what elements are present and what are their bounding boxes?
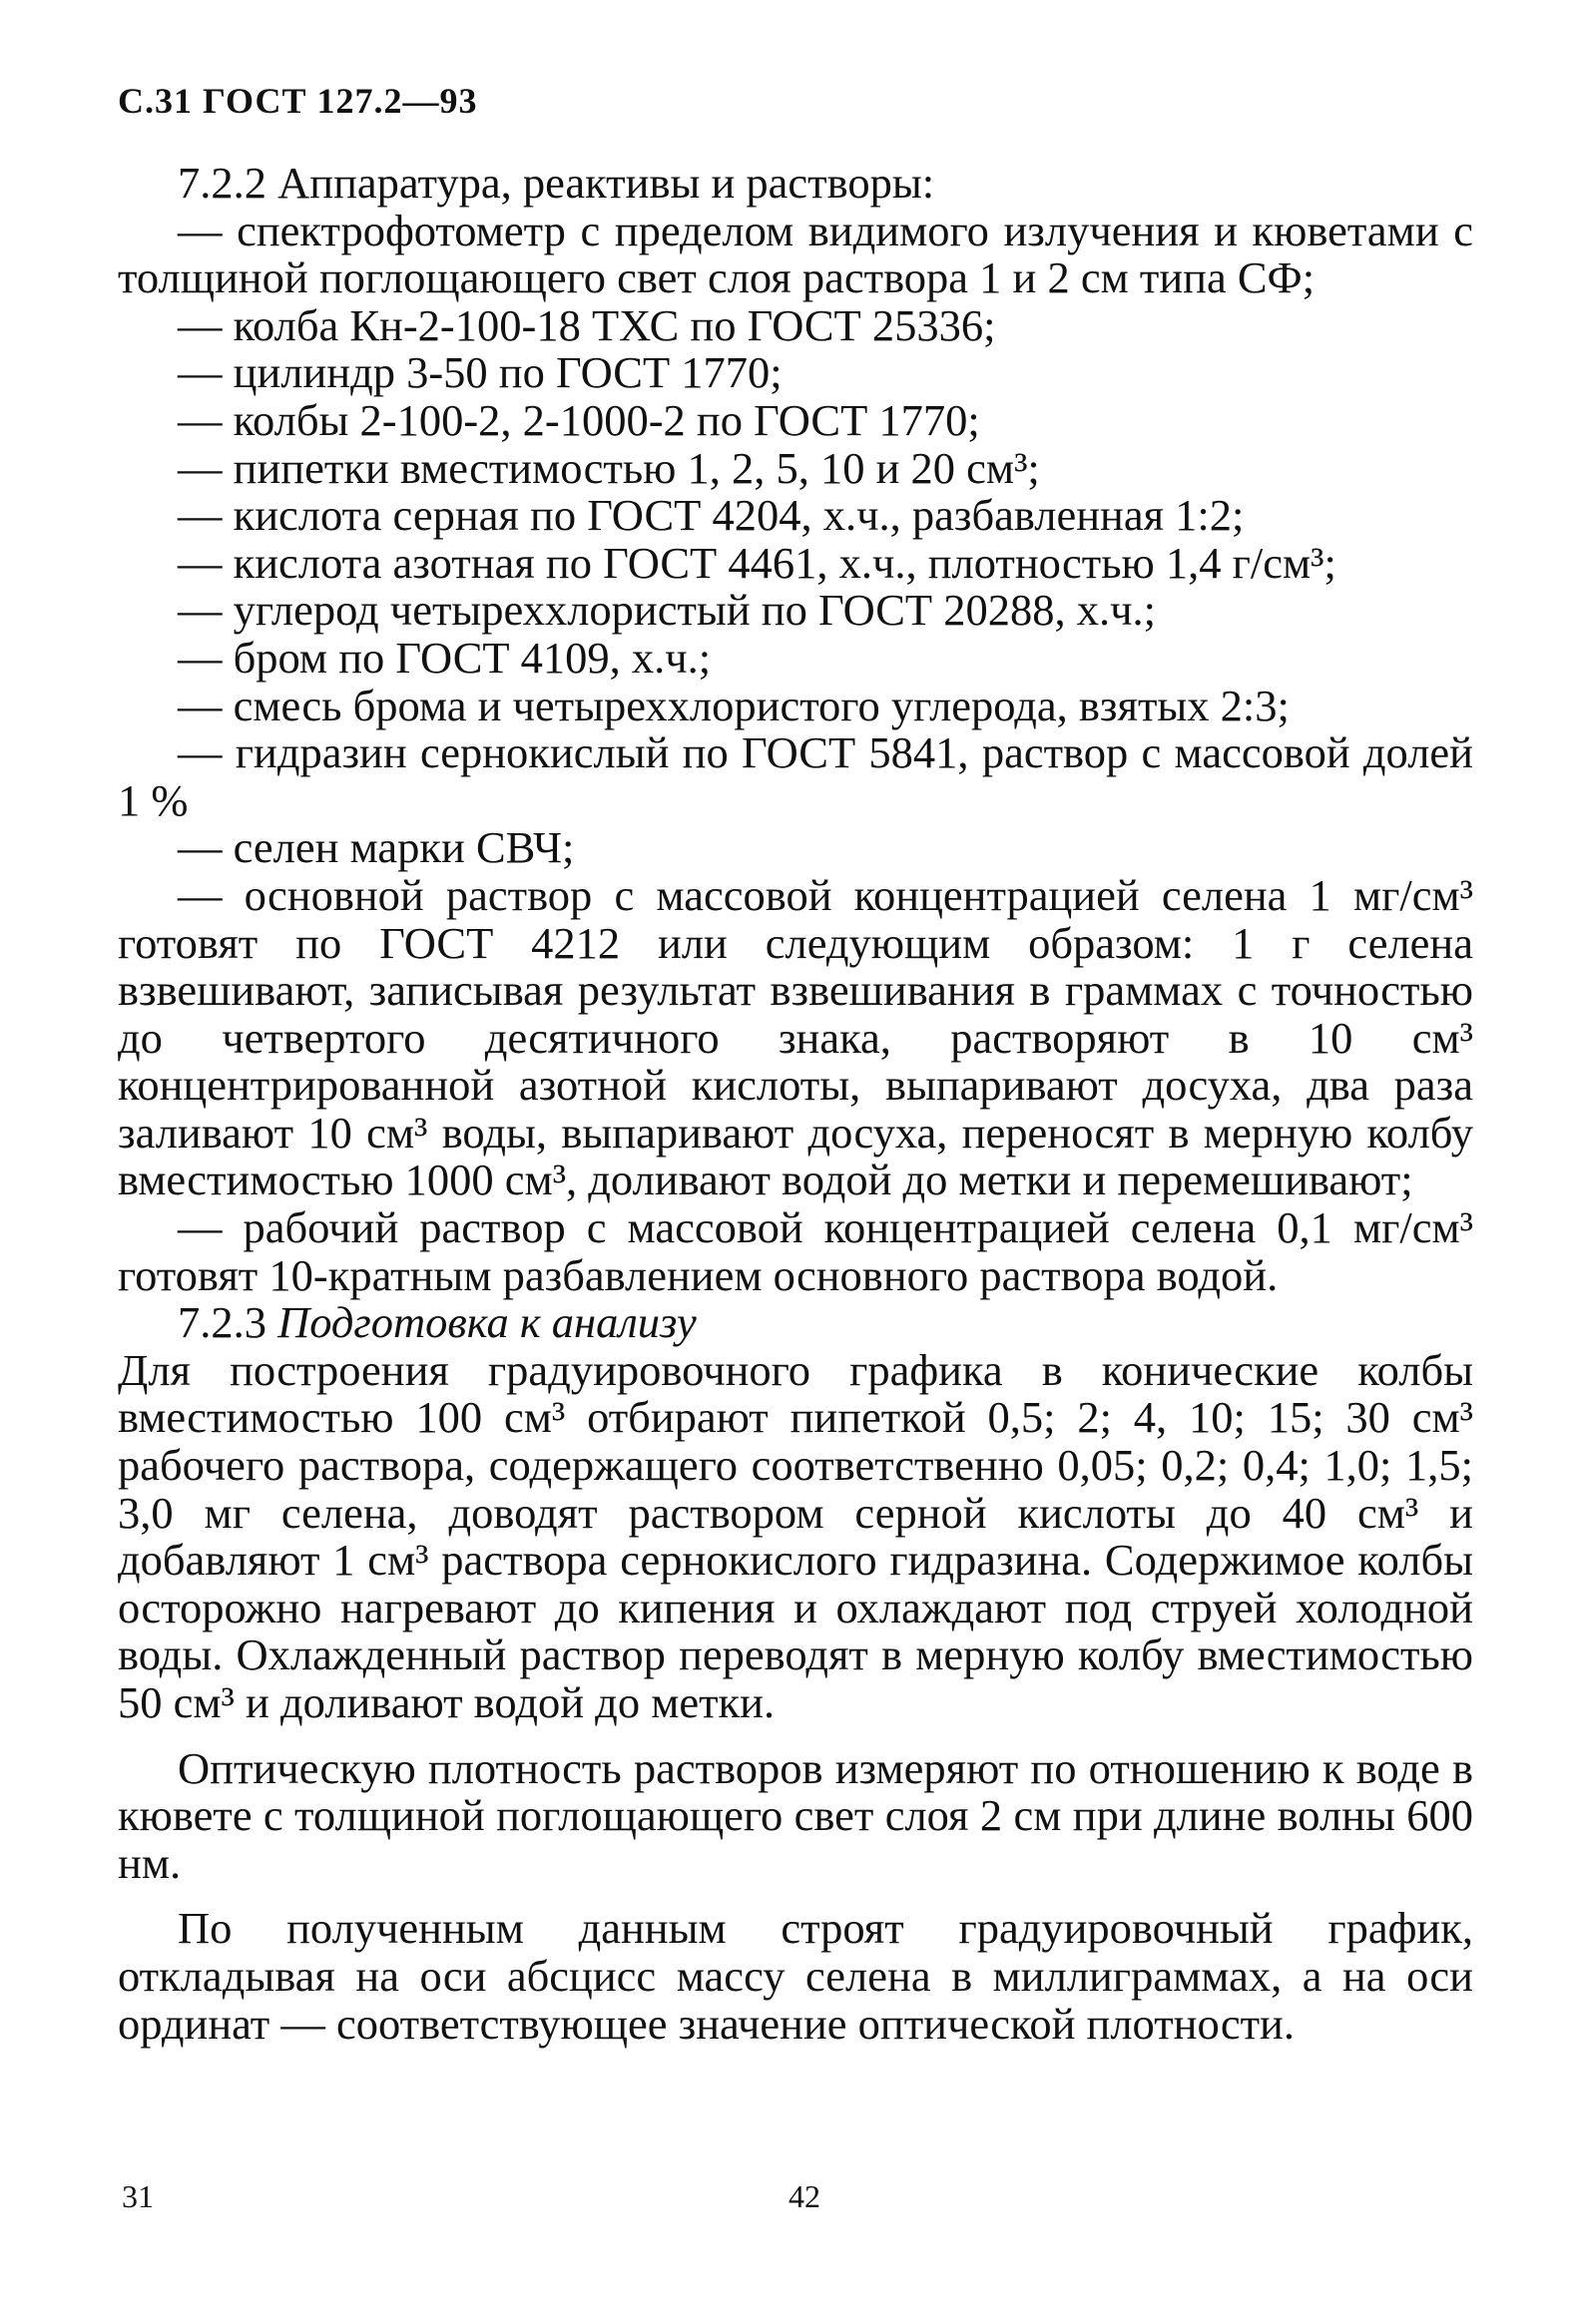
list-item: — кислота серная по ГОСТ 4204, х.ч., разбавленная 1:2;: [178, 490, 1245, 541]
list-item: — основной раствор с массовой концентрацией селена 1 мг/см³ готовят по ГОСТ 4212 или следующим образом: 1 г селена взвешивают, записывая результат взвешивания в граммах с точностью до четвертого десятичного знака, растворяют в 10 см³ концентрированной азотной кислоты, выпаривают досуха, два раза заливают 10 см³ воды, выпаривают досуха, переносят в мерную колбу вместимостью 1000 см³, доливают водой до метки и перемешивают;: [118, 869, 1473, 1205]
page-header: С.31 ГОСТ 127.2—93: [118, 81, 478, 121]
list-item: — колбы 2-100-2, 2-1000-2 по ГОСТ 1770;: [178, 394, 980, 445]
list-item: — пипетки вместимостью 1, 2, 5, 10 и 20 см³;: [178, 442, 1040, 493]
section-title: Подготовка к анализу: [277, 1297, 697, 1348]
list-item: — бром по ГОСТ 4109, х.ч.;: [178, 632, 712, 683]
list-item: — селен марки СВЧ;: [178, 822, 575, 873]
section-heading-7-2-3: [118, 1299, 1473, 1347]
list-item: — рабочий раствор с массовой концентрацией селена 0,1 мг/см³ готовят 10-кратным разбавлением основного раствора водой.: [118, 1202, 1473, 1300]
paragraph: По полученным данным строят градуировочный график, откладывая на оси абсцисс массу селена в миллиграммах, а на оси ординат — соответствующее значение оптической плотности.: [118, 1903, 1473, 2049]
list-item: — спектрофотометр с пределом видимого излучения и кюветами с толщиной поглощающего свет слоя раствора 1 и 2 см типа СФ;: [118, 205, 1473, 303]
paragraph: Для построения градуировочного графика в конические колбы вместимостью 100 см³ отбирают пипеткой 0,5; 2; 4, 10; 15; 30 см³ рабочего раствора, содержащего соответственно 0,05; 0,2; 0,4; 1,0; 1,5; 3,0 мг селена, доводят раствором серной кислоты до 40 см³ и добавляют 1 см³ раствора сернокислого гидразина. Содержимое колбы осторожно нагревают до кипения и охлаждают под струей холодной воды. Охлажденный раствор переводят в мерную колбу вместимостью 50 см³ и доливают водой до метки.: [118, 1344, 1473, 1727]
list-item: — кислота азотная по ГОСТ 4461, х.ч., плотностью 1,4 г/см³;: [178, 537, 1336, 588]
list-item: — цилиндр 3-50 по ГОСТ 1770;: [178, 347, 783, 398]
section-number: 7.2.3: [178, 1297, 278, 1348]
document-body: [118, 160, 1473, 2048]
paragraph: Оптическую плотность растворов измеряют по отношению к воде в кювете с толщиной поглощающего свет слоя 2 см при длине волны 600 нм.: [118, 1742, 1473, 1888]
footer-page-number-left: 31: [122, 2178, 154, 2214]
list-item: — колба Кн-2-100-18 ТХС по ГОСТ 25336;: [178, 299, 996, 350]
section-heading-7-2-2: 7.2.2 Аппаратура, реактивы и растворы:: [178, 158, 935, 208]
list-item: — углерод четыреххлористый по ГОСТ 20288, х.ч.;: [178, 585, 1156, 636]
footer-page-number-center: 42: [789, 2178, 820, 2214]
list-item: — гидразин сернокислый по ГОСТ 5841, раствор с массовой долей 1 %: [118, 727, 1473, 825]
list-item: — смесь брома и четыреххлористого углерода, взятых 2:3;: [178, 680, 1290, 730]
